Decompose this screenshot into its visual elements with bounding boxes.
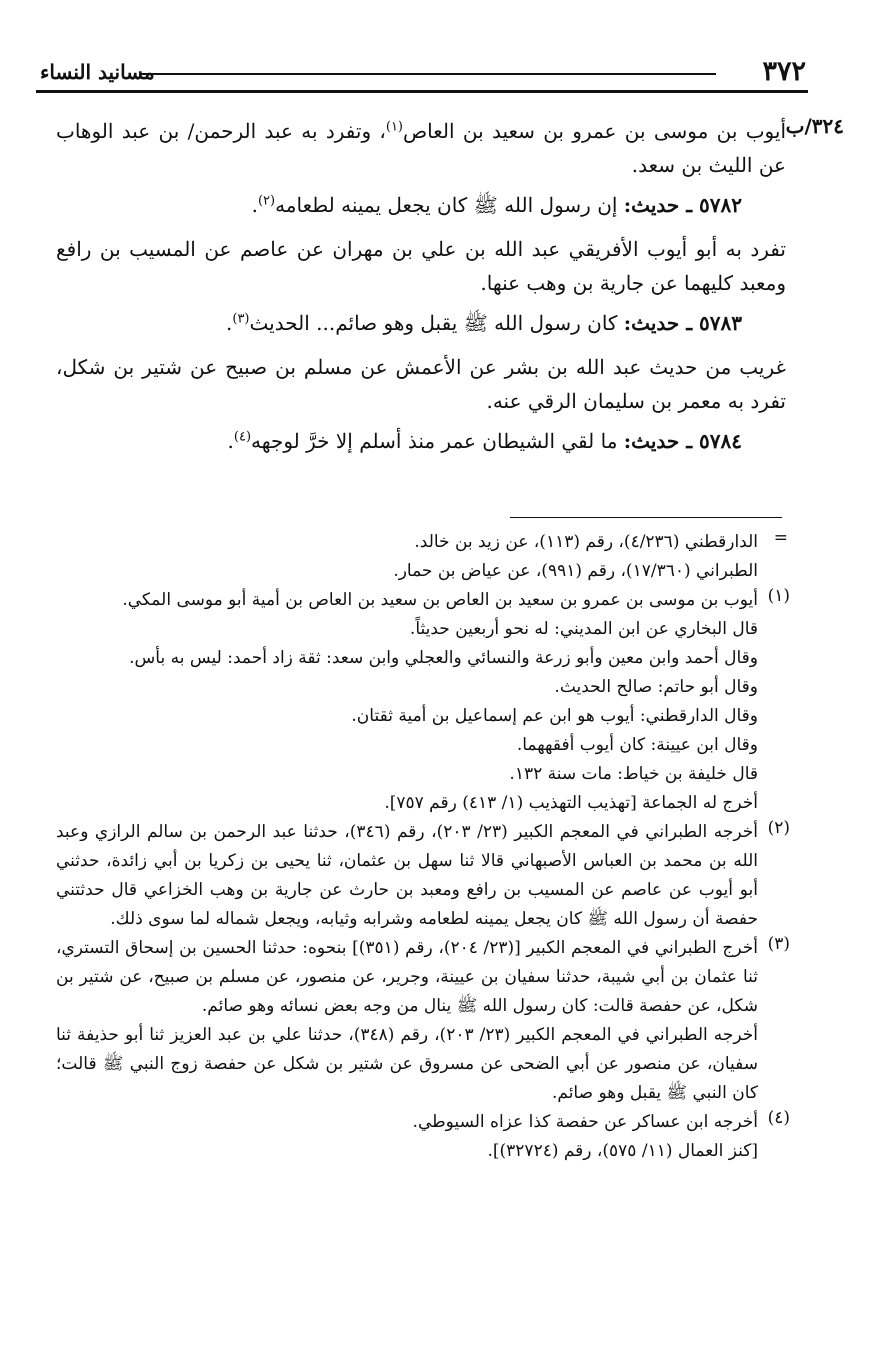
footnote-2 xyxy=(56,818,790,934)
footnotes xyxy=(56,528,790,1166)
running-title: مسانيد النساء xyxy=(40,60,155,84)
tarjama-part-1: أيوب بن موسى بن عمرو بن سعيد بن العاص xyxy=(403,119,786,143)
footnote-1 xyxy=(56,586,790,818)
page-number: ٣٧٢ xyxy=(762,56,806,87)
footnote-3 xyxy=(56,934,790,1108)
tarjama-entry xyxy=(56,114,844,182)
footnote-line: أخرج له الجماعة [تهذيب التهذيب (١/ ٤١٣) رقم ٧٥٧]. xyxy=(384,793,758,813)
header-rule xyxy=(36,90,808,93)
footnote-number: (١) xyxy=(767,586,790,606)
footnote-line: [كنز العمال (١١/ ٥٧٥)، رقم (٣٢٧٢٤)]. xyxy=(487,1141,758,1161)
tarjama-text xyxy=(56,114,786,182)
hadith-end: . xyxy=(227,429,234,453)
hadith-number: ٥٧٨٤ ـ حديث: xyxy=(623,429,742,453)
hadith-number: ٥٧٨٣ ـ حديث: xyxy=(623,311,742,335)
hadith-5783 xyxy=(56,306,786,340)
tarjama-number: ٣٢٤/ب xyxy=(785,114,844,138)
header-line xyxy=(140,73,716,75)
footnote-ref-3: (٣) xyxy=(232,311,250,327)
footnote-number: (٤) xyxy=(767,1108,790,1128)
footnote-separator xyxy=(510,517,782,518)
footnote-ref-1: (١) xyxy=(385,119,403,135)
footnote-ref-4: (٤) xyxy=(233,429,252,445)
footnote-line: أخرجه الطبراني في المعجم الكبير (٢٣/ ٢٠٣)، رقم (٣٤٨)، حدثنا علي بن عبد العزيز ثنا أبو حذيفة ثنا سفيان، عن منصور عن أبي الضحى عن مسروق عن شتير بن شكل عن حفصة زوج النبي ﷺ قالت؛ كان النبي ﷺ يقبل وهو صائم. xyxy=(56,1025,758,1103)
paragraph-2: غريب من حديث عبد الله بن بشر عن الأعمش عن مسلم بن صبيح عن شتير بن شكل، تفرد به معمر بن سليمان الرقي عنه. xyxy=(56,355,786,413)
footnote-line: وقال أحمد وابن معين وأبو زرعة والنسائي والعجلي وابن سعد: ثقة زاد أحمد: ليس به بأس. xyxy=(129,648,758,668)
footnote-line: وقال ابن عيينة: كان أيوب أفقههما. xyxy=(516,735,758,755)
footnote-line: وقال أبو حاتم: صالح الحديث. xyxy=(554,677,758,697)
page-header xyxy=(40,52,806,92)
footnote-line: الطبراني (١٧/٣٦٠)، رقم (٩٩١)، عن عياض بن حمار. xyxy=(393,561,758,581)
continuation-mark: = xyxy=(773,528,788,548)
footnote-4 xyxy=(56,1108,790,1166)
hadith-text: ما لقي الشيطان عمر منذ أسلم إلا خرَّ لوجهه xyxy=(251,429,618,453)
footnote-line: أخرج الطبراني في المعجم الكبير [(٢٣/ ٢٠٤)، رقم (٣٥١)] بنحوه: حدثنا الحسين بن إسحاق التستري، ثنا عثمان بن أبي شيبة، حدثنا سفيان بن عيينة، وجرير، عن منصور، عن مسلم بن صبيح، عن شتير بن شكل، عن حفصة قالت: كان رسول الله ﷺ ينال من وجه بعض نسائه وهو صائم. xyxy=(56,938,758,1016)
main-text xyxy=(56,114,844,468)
footnote-number: (٢) xyxy=(767,818,790,838)
hadith-5784 xyxy=(56,424,786,458)
tarjama-part-2: ، وتفرد به عبد الرحمن/ بن عبد الوهاب عن الليث بن سعد. xyxy=(56,119,786,177)
footnote-line: الدارقطني (٤/٢٣٦)، رقم (١١٣)، عن زيد بن خالد. xyxy=(414,532,758,552)
hadith-text: كان رسول الله ﷺ يقبل وهو صائم... الحديث xyxy=(249,311,618,335)
footnote-line: قال خليفة بن خياط: مات سنة ١٣٢. xyxy=(509,764,758,784)
hadith-end: . xyxy=(251,193,258,217)
footnote-line: وقال الدارقطني: أيوب هو ابن عم إسماعيل بن أمية ثقتان. xyxy=(351,706,758,726)
footnote-line: أخرجه الطبراني في المعجم الكبير (٢٣/ ٢٠٣)، رقم (٣٤٦)، حدثنا عبد الرحمن بن سالم الرازي وعبد الله بن محمد بن العباس الأصبهاني قالا ثنا سهل بن عثمان، ثنا يحيى بن زكريا بن أبي زائدة، حدثني أبو أيوب عن عاصم عن المسيب بن رافع ومعبد بن حارث عن جارية بن وهب الخزاعي قال حدثتني حفصة أن رسول الله ﷺ كان يجعل يمينه لطعامه وشرابه وثيابه، ويجعل شماله لما سوى ذلك. xyxy=(56,822,758,929)
footnote-line: أخرجه ابن عساكر عن حفصة كذا عزاه السيوطي. xyxy=(412,1112,758,1132)
footnote-line: أيوب بن موسى بن عمرو بن سعيد بن العاص بن سعيد بن العاص بن أمية أبو موسى المكي. xyxy=(122,590,758,610)
footnote-line: قال البخاري عن ابن المديني: له نحو أربعين حديثاً. xyxy=(409,619,758,639)
hadith-end: . xyxy=(226,311,233,335)
footnote-number: (٣) xyxy=(767,934,790,954)
hadith-number: ٥٧٨٢ ـ حديث: xyxy=(623,193,742,217)
hadith-text: إن رسول الله ﷺ كان يجعل يمينه لطعامه xyxy=(275,193,618,217)
footnote-continuation xyxy=(56,528,786,586)
paragraph-1: تفرد به أبو أيوب الأفريقي عبد الله بن علي بن مهران عن عاصم عن المسيب بن رافع ومعبد كليهما عن جارية بن وهب عنها. xyxy=(56,237,786,295)
hadith-5782 xyxy=(56,188,786,222)
footnote-ref-2: (٢) xyxy=(257,193,276,209)
